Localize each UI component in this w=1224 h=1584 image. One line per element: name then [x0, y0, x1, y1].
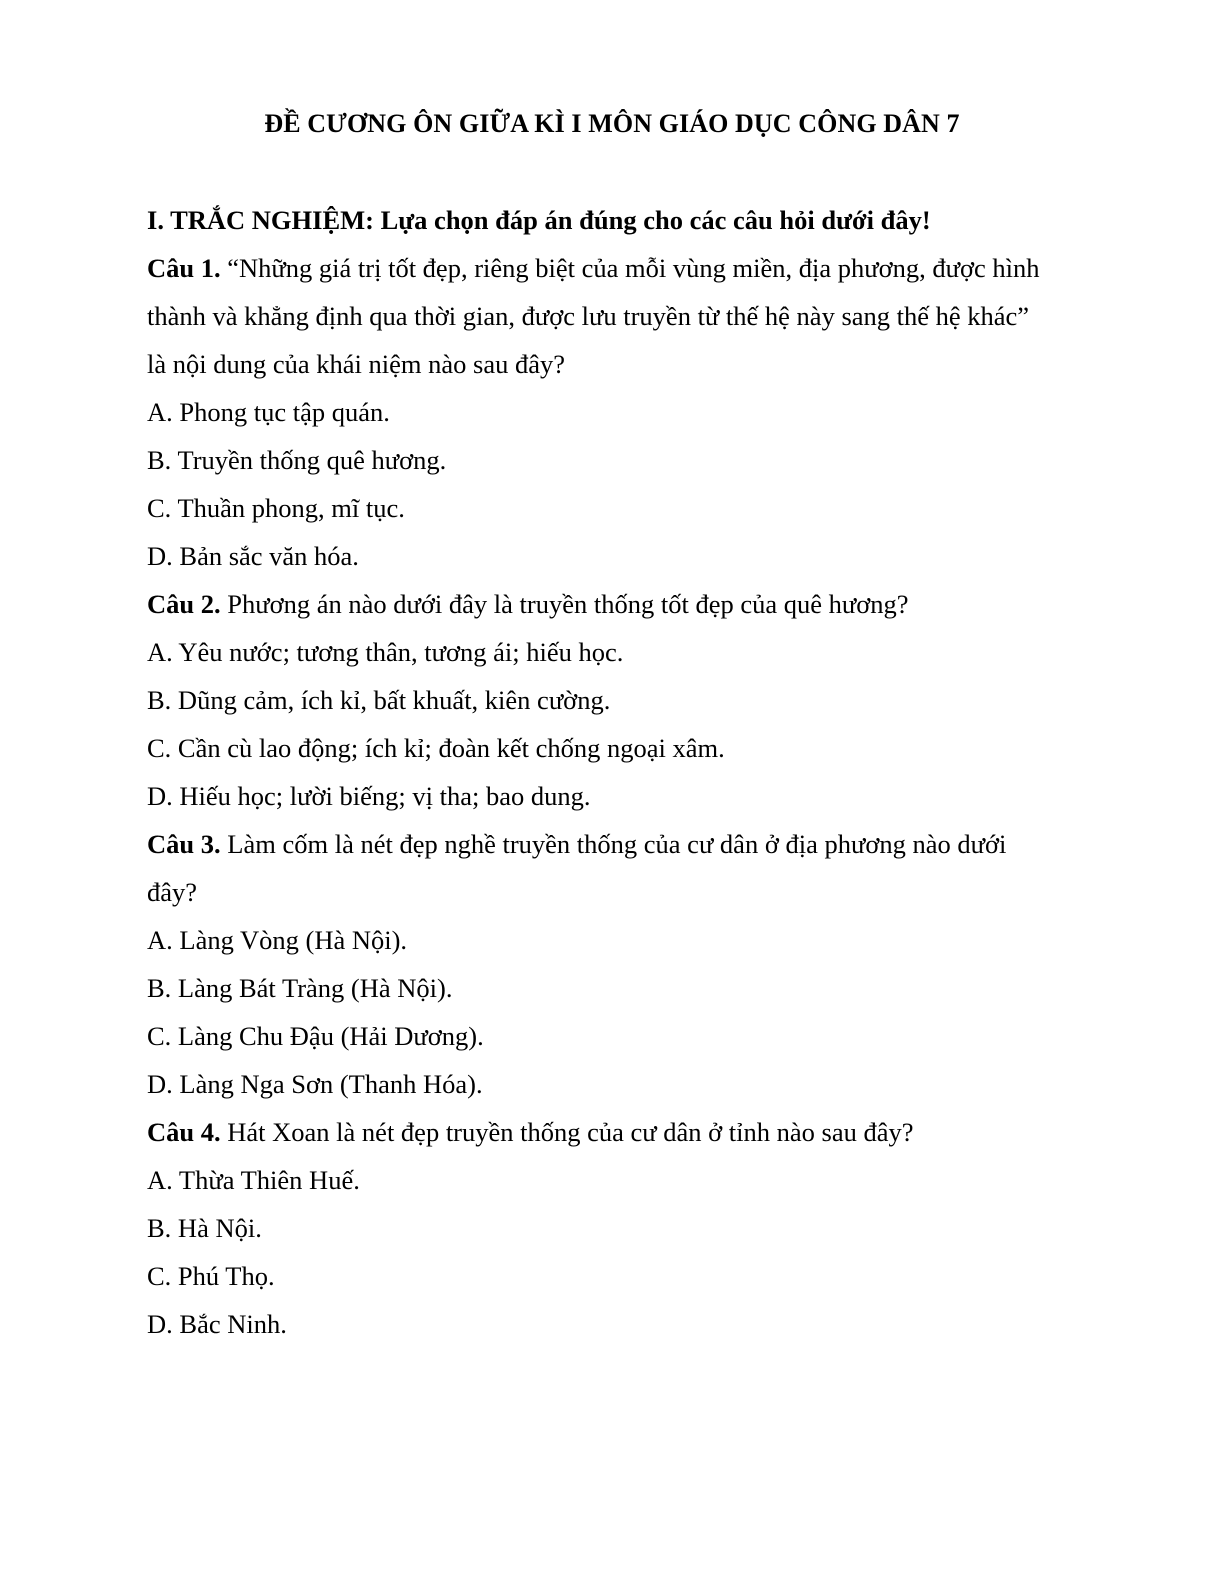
question-1-option-d: D. Bản sắc văn hóa.: [147, 541, 359, 571]
document-title: ĐỀ CƯƠNG ÔN GIỮA KÌ I MÔN GIÁO DỤC CÔNG DÂN 7: [264, 109, 960, 138]
question-1-option-b: B. Truyền thống quê hương.: [147, 445, 447, 475]
question-2-line-1: [147, 580, 1087, 628]
question-2-label: Câu 2.: [147, 589, 221, 619]
question-3-text-1: Làm cốm là nét đẹp nghề truyền thống của cư dân ở địa phương nào dưới: [220, 829, 1007, 859]
question-1-option-a: A. Phong tục tập quán.: [147, 397, 390, 427]
question-2-option-c: C. Cần cù lao động; ích kỉ; đoàn kết chống ngoại xâm.: [147, 733, 725, 763]
question-4-option-c: C. Phú Thọ.: [147, 1261, 275, 1291]
question-2-text-1: Phương án nào dưới đây là truyền thống tốt đẹp của quê hương?: [220, 589, 909, 619]
question-4: [147, 1108, 1087, 1348]
question-4-option-d: D. Bắc Ninh.: [147, 1309, 287, 1339]
question-4-option-a: A. Thừa Thiên Huế.: [147, 1165, 360, 1195]
question-1-label: Câu 1.: [147, 253, 221, 283]
question-4-label: Câu 4.: [147, 1117, 221, 1147]
question-3-option-c: C. Làng Chu Đậu (Hải Dương).: [147, 1021, 484, 1051]
section-heading: I. TRẮC NGHIỆM: Lựa chọn đáp án đúng cho các câu hỏi dưới đây!: [147, 205, 931, 235]
question-2-option-b: B. Dũng cảm, ích kỉ, bất khuất, kiên cường.: [147, 685, 611, 715]
question-4-text-1: Hát Xoan là nét đẹp truyền thống của cư dân ở tỉnh nào sau đây?: [220, 1117, 914, 1147]
question-3-option-a: A. Làng Vòng (Hà Nội).: [147, 925, 408, 955]
question-4-line-1: [147, 1108, 1087, 1156]
question-3-label: Câu 3.: [147, 829, 221, 859]
question-2-option-a: A. Yêu nước; tương thân, tương ái; hiếu học.: [147, 637, 624, 667]
question-3-line-2: đây?: [147, 877, 198, 907]
document-content: [147, 196, 1087, 1348]
question-3-option-b: B. Làng Bát Tràng (Hà Nội).: [147, 973, 453, 1003]
question-4-option-b: B. Hà Nội.: [147, 1213, 262, 1243]
question-2-option-d: D. Hiếu học; lười biếng; vị tha; bao dung.: [147, 781, 591, 811]
question-1: [147, 244, 1087, 580]
question-1-line-3: là nội dung của khái niệm nào sau đây?: [147, 349, 565, 379]
question-2: [147, 580, 1087, 820]
question-1-option-c: C. Thuần phong, mĩ tục.: [147, 493, 405, 523]
question-1-text-1: “Những giá trị tốt đẹp, riêng biệt của mỗi vùng miền, địa phương, được hình: [220, 253, 1040, 283]
question-3-option-d: D. Làng Nga Sơn (Thanh Hóa).: [147, 1069, 483, 1099]
question-1-line-2: thành và khẳng định qua thời gian, được lưu truyền từ thế hệ này sang thế hệ khác”: [147, 301, 1030, 331]
question-3-line-1: [147, 820, 1087, 868]
question-1-line-1: [147, 244, 1087, 292]
question-3: [147, 820, 1087, 1108]
